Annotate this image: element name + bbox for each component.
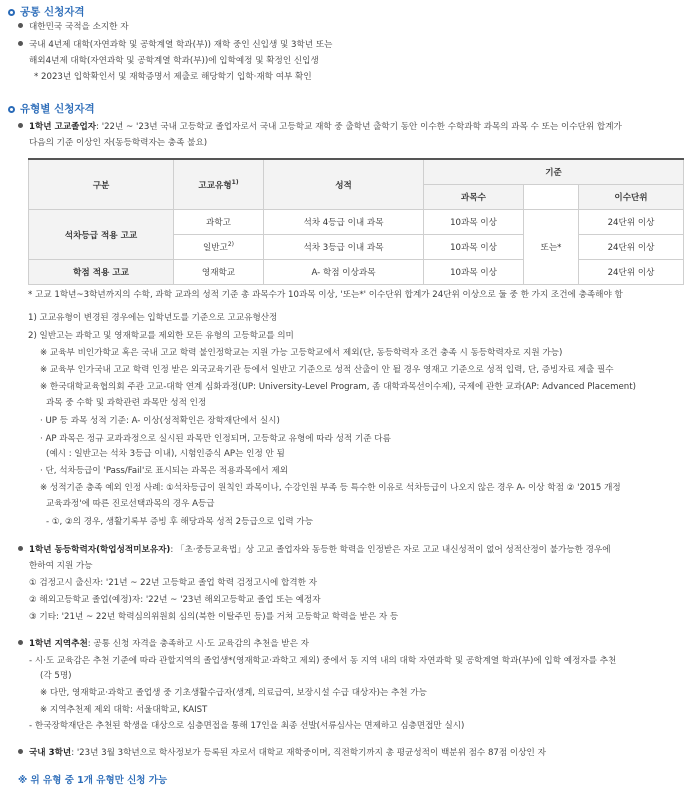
bullet-icon — [18, 749, 23, 754]
cell-units: 24단위 이상 — [579, 210, 684, 235]
footnote-1: 1) 고교유형이 변경된 경우에는 입학년도를 기준으로 고교유형산정 — [28, 313, 278, 323]
header-school-type: 고교유형$^{1)}$ — [174, 159, 264, 210]
type1-line: 1학년 고교졸업자: '22년 ~ '23년 국내 고등학교 졸업자로서 국내 고등학교 재학 중 출학년 출학기 동안 이수한 수학과학 과목의 과목 수 또는 이수단위 합계가 — [18, 122, 622, 133]
cell-subjects: 10과목 이상 — [424, 235, 524, 260]
list-item: ※ 지역추천제 제외 대학: 서울대학교, KAIST — [40, 705, 208, 715]
header-division: 구분 — [29, 159, 174, 210]
table-row — [29, 210, 684, 235]
bullet-icon — [18, 640, 23, 645]
cell-school-type: 과학고 — [174, 210, 264, 235]
bullet-icon — [18, 41, 23, 46]
circle-bullet-icon — [8, 9, 15, 16]
table-footnote: * 고교 1학년~3학년까지의 수학, 과학 교과의 성적 기준 총 과목수가 10과목 이상, '또는*' 이수단위 합계가 24단위 이상으로 둘 중 한 가지 조건에 충족해야 함 — [28, 290, 623, 300]
cell-units: 24단위 이상 — [579, 260, 684, 285]
list-item: ③ 기타: '21년 ~ 22년 학력심의위원회 심의(북한 이탈주민 등)를 거쳐 고등학교 학력을 받은 자 등 — [29, 612, 399, 622]
type4-line: 국내 3학년: '23년 3월 3학년으로 학사정보가 등록된 자로서 대학교 재학중이며, 직전학기까지 총 평균성적이 백분위 점수 87점 이상인 자 — [18, 748, 546, 759]
note-line: - ①, ②의 경우, 생활기록부 증빙 후 해당과목 성적 2등급으로 입력 가능 — [46, 517, 314, 527]
cell-or: 또는* — [524, 210, 579, 285]
criteria-table — [28, 158, 684, 285]
note-line: · 단, 석차등급이 'Pass/Fail'로 표시되는 과목은 적용과목에서 제외 — [40, 466, 289, 476]
note-line: (예시 : 일반고는 석차 3등급 이내), 시험인증식 AP는 인정 안 됨 — [46, 449, 285, 459]
header-subjects: 과목수 — [424, 185, 524, 210]
type2-line-continued: 한하여 지원 가능 — [29, 561, 93, 571]
table-row — [29, 260, 684, 285]
footnote-2: 2) 일반고는 과학고 및 영재학교를 제외한 모든 유형의 고등학교를 의미 — [28, 331, 294, 341]
cell-subjects: 10과목 이상 — [424, 210, 524, 235]
type3-line: 1학년 지역추천: 공통 신청 자격을 충족하고 시·도 교육감의 추천을 받은 자 — [18, 639, 309, 650]
cell-subjects: 10과목 이상 — [424, 260, 524, 285]
type2-line: 1학년 동등학력자(학업성적미보유자): 「초·중등교육법」상 고교 졸업자와 동등한 학력을 인정받은 자로 고교 내신성적이 없어 성적산정이 불가능한 경우에 — [18, 545, 611, 556]
sub-note: * 2023년 입학확인서 및 재학증명서 제출로 해당학기 입학·재학 여부 확인 — [34, 72, 312, 82]
cell-grade: 석차 3등급 이내 과목 — [264, 235, 424, 260]
note-line: · UP 등 과목 성적 기준: A- 이상(성적확인은 장학재단에서 실시) — [40, 416, 280, 426]
note-line: · AP 과목은 정규 교과과정으로 실시된 과목만 인정되며, 고등학교 유형에 따라 성적 기준 다름 — [40, 434, 391, 444]
cell-school-type: 영재학교 — [174, 260, 264, 285]
bullet-icon — [18, 23, 23, 28]
list-item: ※ 다만, 영재학교·과학고 졸업생 중 기초생활수급자(생계, 의료급여, 보장시설 수급 대상자)는 추천 가능 — [40, 688, 427, 698]
group-credit-schools: 학점 적용 고교 — [29, 260, 174, 285]
list-item: ② 해외고등학교 졸업(예정)자: '22년 ~ '23년 해외고등학교 졸업 또는 예정자 — [29, 595, 321, 605]
list-item: 국내 4년제 대학(자연과학 및 공학계열 학과(부)) 재학 중인 신입생 및 3학년 또는 — [18, 40, 332, 51]
cell-units: 24단위 이상 — [579, 235, 684, 260]
list-item: - 시·도 교육감은 추천 기준에 따라 관할지역의 졸업생*(영재학교·과학고 제외) 중에서 동 지역 내의 대학 자연과학 및 공학계열 학과(부)에 입학 예정자를 추천 — [29, 656, 617, 666]
group-rank-schools: 석차등급 적용 고교 — [29, 210, 174, 260]
list-item: - 한국장학재단은 추천된 학생을 대상으로 심층면접을 통해 17인을 최종 선발(서류심사는 면제하고 심층면접만 실시) — [29, 721, 465, 731]
note-line: 교육과정'에 따른 진로선택과목의 경우 A등급 — [46, 499, 215, 509]
type1-line-continued: 다음의 기준 이상인 자(동등학력자는 충족 불요) — [29, 138, 208, 148]
bullet-icon — [18, 546, 23, 551]
cell-grade: A- 학점 이상과목 — [264, 260, 424, 285]
note-line: ※ 성적기준 충족 예외 인정 사례: ①석차등급이 원칙인 과목이나, 수강인원 부족 등 특수한 이유로 석차등급이 나오지 않은 경우 A- 이상 학점 ② '2015 개정 — [40, 483, 621, 493]
note-line: 과목 중 수학 및 과학관련 과목만 성적 인정 — [46, 398, 207, 408]
note-line: ※ 교육부 비인가학교 혹은 국내 고교 학력 불인정학교는 지원 가능 고등학교에서 제외(단, 동등학력자 조건 충족 시 동등학력자로 지원 가능) — [40, 348, 563, 358]
header-blank — [524, 185, 579, 210]
list-item: 대한민국 국적을 소지한 자 — [18, 22, 129, 33]
section-title-types: 유형별 신청자격 — [8, 101, 95, 116]
final-note: ※ 위 유형 중 1개 유형만 신청 가능 — [18, 775, 168, 786]
cell-grade: 석차 4등급 이내 과목 — [264, 210, 424, 235]
header-criteria: 기준 — [424, 159, 684, 185]
note-line: ※ 한국대학교육협의회 주관 고교-대학 연계 심화과정(UP: University-Level Program, 좀 대학과목선이수제), 국제에 관한 교과(AP: Advanced Placement) — [40, 382, 636, 392]
header-grade: 성적 — [264, 159, 424, 210]
list-item: ① 검정고시 출신자: '21년 ~ 22년 고등학교 졸업 학력 검정고시에 합격한 자 — [29, 578, 317, 588]
list-item: (각 5명) — [40, 671, 72, 681]
section-title-common: 공통 신청자격 — [8, 4, 85, 19]
circle-bullet-icon — [8, 106, 15, 113]
cell-school-type: 일반고$^{2)}$ — [174, 235, 264, 260]
list-item-continued: 해외4년제 대학(자연과학 및 공학계열 학과(부))에 입학예정 및 확정인 신입생 — [29, 56, 319, 66]
bullet-icon — [18, 123, 23, 128]
note-line: ※ 교육부 인가국내 고교 학력 인정 받은 외국교육기관 등에서 일반고 기준으로 성적 산출이 안 될 경우 영재고 기준으로 성적 입력, 단, 증빙자료 제출 필수 — [40, 365, 614, 375]
header-units: 이수단위 — [579, 185, 684, 210]
